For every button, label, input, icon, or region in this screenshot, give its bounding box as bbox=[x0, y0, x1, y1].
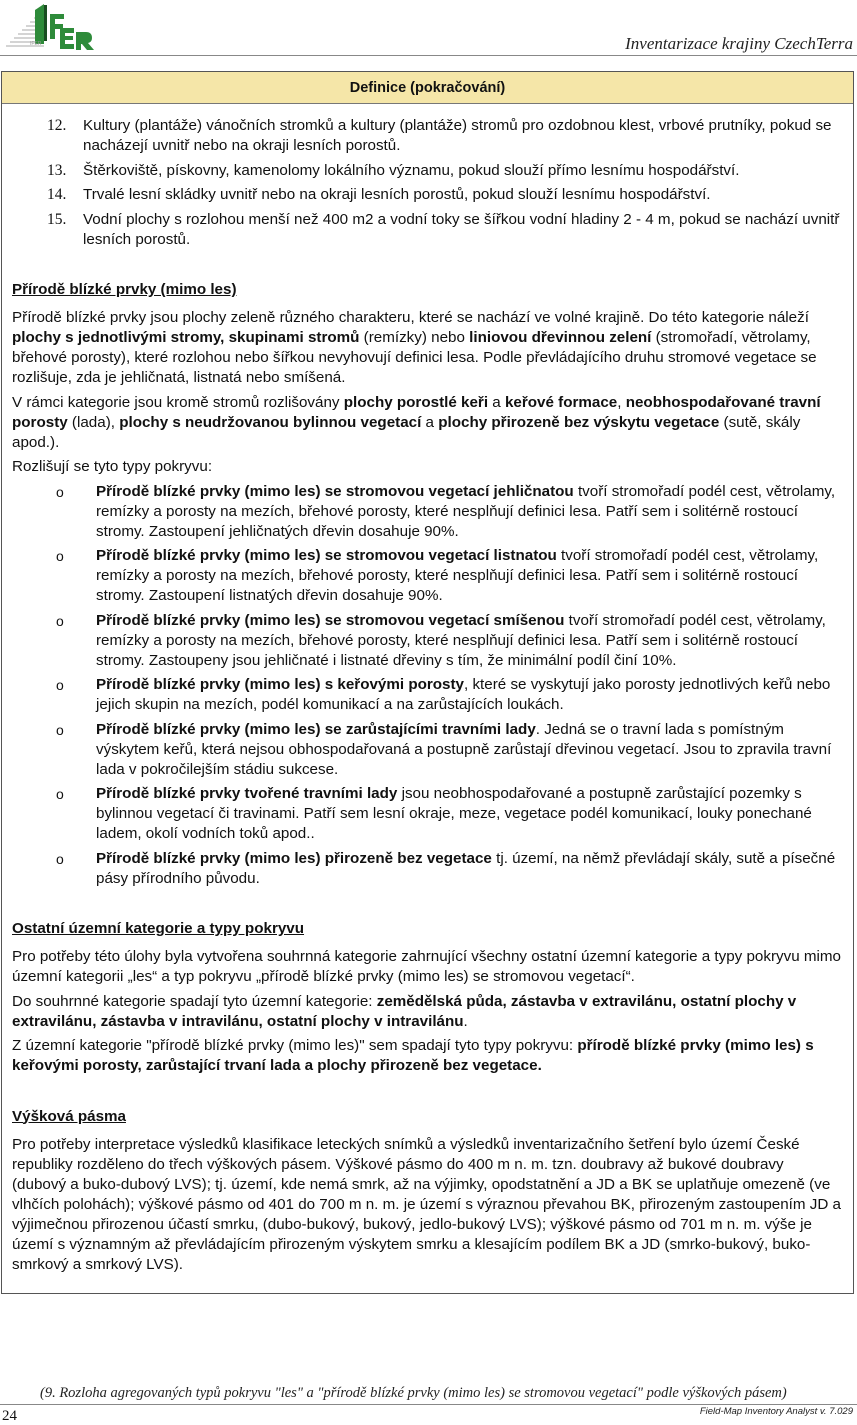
numbered-list bbox=[12, 116, 841, 250]
figure-caption: (9. Rozloha agregovaných typů pokryvu "les" a "přírodě blízké prvky (mimo les) se stromovou vegetací" podle výškových pásem) bbox=[40, 1385, 787, 1401]
paragraph: Přírodě blízké prvky jsou plochy zeleně různého charakteru, které se nachází ve volné krajině. Do této kategorie náleží plochy s jednotlivými stromy, skupinami stromů (remízky) nebo liniovou dřevinnou zelení (stromořadí, větrolamy, břehové porosty), které rozlohou nebo šířkou nevyhovují definici lesa. Podle převládajícího druhu stromové vegetace se rozlišuje, zda je jehličnatá, listnatá nebo smíšená. bbox=[12, 309, 817, 386]
list-item bbox=[12, 161, 841, 181]
list-item: o Přírodě blízké prvky tvořené travními lady jsou neobhospodařované a postupně zarůstající pozemky s bylinnou vegetací či travinami. Patří sem lesní okraje, meze, vegetace podél komunikací, louky ponechané ladem, okolí vodních toků apod.. bbox=[12, 784, 841, 844]
paragraph: Do souhrnné kategorie spadají tyto územní kategorie: zemědělská půda, zástavba v extravilánu, ostatní plochy v extravilánu, zástavba v intravilánu, ostatní plochy v intravilánu. bbox=[12, 992, 797, 1030]
list-item: o Přírodě blízké prvky (mimo les) přirozeně bez vegetace tj. území, na němž převládají skály, sutě a písečné pásy přírodního původu. bbox=[12, 849, 841, 889]
bullet-list bbox=[12, 482, 841, 889]
list-text: Vodní plochy s rozlohou menší než 400 m2 a vodní toky se šířkou vodní hladiny 2 - 4 m, pokud se nachází uvnitř lesních porostů. bbox=[83, 210, 840, 248]
list-item: o Přírodě blízké prvky (mimo les) s keřovými porosty, které se vyskytují jako porosty jednotlivých keřů nebo jejich skupin na mezích, podél komunikací a na zarůstajících loukách. bbox=[12, 675, 841, 715]
svg-text:IFER: IFER bbox=[30, 41, 42, 47]
bullet-icon: o bbox=[56, 483, 64, 500]
paragraph: Rozlišují se tyto typy pokryvu: bbox=[12, 458, 213, 475]
ifer-logo bbox=[4, 2, 96, 52]
bullet-icon: o bbox=[56, 721, 64, 738]
list-item bbox=[12, 210, 841, 250]
list-item: o Přírodě blízké prvky (mimo les) se stromovou vegetací jehličnatou tvoří stromořadí podél cest, větrolamy, remízky a porosty na mezích, břehové porosty, které nesplňují definici lesa. Patří sem i solitérně rostoucí stromy. Zastoupení jehličnatých dřevin dosahuje 90%. bbox=[12, 482, 841, 542]
section-heading-other-categories: Ostatní územní kategorie a typy pokryvu bbox=[12, 920, 305, 937]
bullet-icon: o bbox=[56, 548, 64, 564]
paragraph: V rámci kategorie jsou kromě stromů rozlišovány plochy porostlé keři a keřové formace, neobhospodařované travní porosty (lada), plochy s neudržovanou bylinnou vegetací a plochy přirozeně bez výskytu vegetace (sutě, skály apod.). bbox=[12, 393, 821, 451]
paragraph: Pro potřeby této úlohy byla vytvořena souhrnná kategorie zahrnující všechny ostatní územní kategorie a typy pokryvu mimo územní kategorii „les“ a typ pokryvu „přírodě blízké prvky (mimo les) se stromovou vegetací“. bbox=[12, 948, 841, 985]
list-item bbox=[12, 116, 841, 156]
list-item: o Přírodě blízké prvky (mimo les) se zarůstajícími travními lady. Jedná se o travní lada s pomístným výskytem keřů, která nejsou obhospodařovaná a postupně zarůstají dřevinou vegetací. Jsou to zpravila travní lada v pokročilejším stádiu sukcese. bbox=[12, 720, 841, 780]
list-number: 14. bbox=[47, 186, 67, 203]
footer-divider bbox=[0, 1404, 857, 1405]
paragraph: Pro potřeby interpretace výsledků klasifikace leteckých snímků a výsledků inventarizačního šetření bylo území České republiky rozděleno do třech výškových pásem. Výškové pásmo do 400 m n. m. tzn. doubravy až bukové doubravy (dubový a buko-dubový LVS); tj. území, kde nemá smrk, až na výjimky, opodstatnění a JD a BK se uplatňuje omezeně (ve vlhčích polohách); výškové pásmo od 401 do 700 m n. m. je území s výraznou převahou BK, přirozeným zastoupením JD a výjimečnou přirozenou účastí smrku, (dubo-bukový, bukový, jedlo-bukový LVS); výškové pásmo od 701 m n. m. výše je území s významným až převládajícím přirozeným výskytem smrku a klesajícím podílem BK a JD (smrko-bukový, buko-smrkový a smrkový LVS). bbox=[12, 1135, 841, 1273]
list-number: 15. bbox=[47, 210, 67, 228]
list-item: o Přírodě blízké prvky (mimo les) se stromovou vegetací listnatou tvoří stromořadí podél cest, větrolamy, remízky a porosty na mezích, břehové porosty, které nesplňují definici lesa. Patří sem i solitérně rostoucí stromy. Zastoupení listnatých dřevin dosahuje 90%. bbox=[12, 546, 841, 606]
bullet-icon: o bbox=[56, 786, 64, 802]
header-divider bbox=[0, 55, 857, 56]
list-number: 12. bbox=[47, 117, 67, 134]
list-text: Kultury (plantáže) vánočních stromků a kultury (plantáže) stromů pro ozdobnou klest, vrbové prutníky, pokud se nacházejí uvnitř nebo na okraji lesních porostů. bbox=[83, 117, 832, 154]
ifer-logo-icon bbox=[4, 2, 96, 52]
list-text: Trvalé lesní skládky uvnitř nebo na okraji lesních porostů, pokud slouží lesnímu hospodářství. bbox=[83, 186, 711, 203]
box-title: Definice (pokračování) bbox=[2, 72, 853, 104]
page-number: 24 bbox=[2, 1408, 17, 1424]
list-text: Štěrkoviště, pískovny, kamenolomy lokálního významu, pokud slouží přímo lesnímu hospodářství. bbox=[83, 161, 740, 179]
section-heading-altitude-zones: Výšková pásma bbox=[12, 1107, 126, 1125]
section-heading-nature-elements: Přírodě blízké prvky (mimo les) bbox=[12, 281, 237, 298]
list-item: o Přírodě blízké prvky (mimo les) se stromovou vegetací smíšenou tvoří stromořadí podél cest, větrolamy, remízky a porosty na mezích, břehové porosty, které nesplňují definici lesa. Patří sem i solitérně rostoucí stromy. Zastoupeny jsou jehličnaté i listnaté dřeviny s tím, že minimální podíl činí 10%. bbox=[12, 611, 841, 671]
definitions-box bbox=[1, 71, 854, 1294]
footer-brand: Field-Map Inventory Analyst v. 7.029 bbox=[699, 1406, 853, 1417]
paragraph: Z územní kategorie "přírodě blízké prvky (mimo les)" sem spadají tyto typy pokryvu: přírodě blízké prvky (mimo les) s keřovými porosty, zarůstající trvaní lada a plochy přirozeně bez vegetace. bbox=[12, 1037, 814, 1074]
box-content bbox=[12, 116, 841, 1279]
list-number: 13. bbox=[47, 161, 67, 179]
bullet-icon: o bbox=[56, 677, 64, 693]
bullet-icon: o bbox=[56, 850, 64, 867]
document-header-title: Inventarizace krajiny CzechTerra bbox=[625, 34, 853, 53]
list-item bbox=[12, 185, 841, 205]
bullet-icon: o bbox=[56, 612, 64, 629]
